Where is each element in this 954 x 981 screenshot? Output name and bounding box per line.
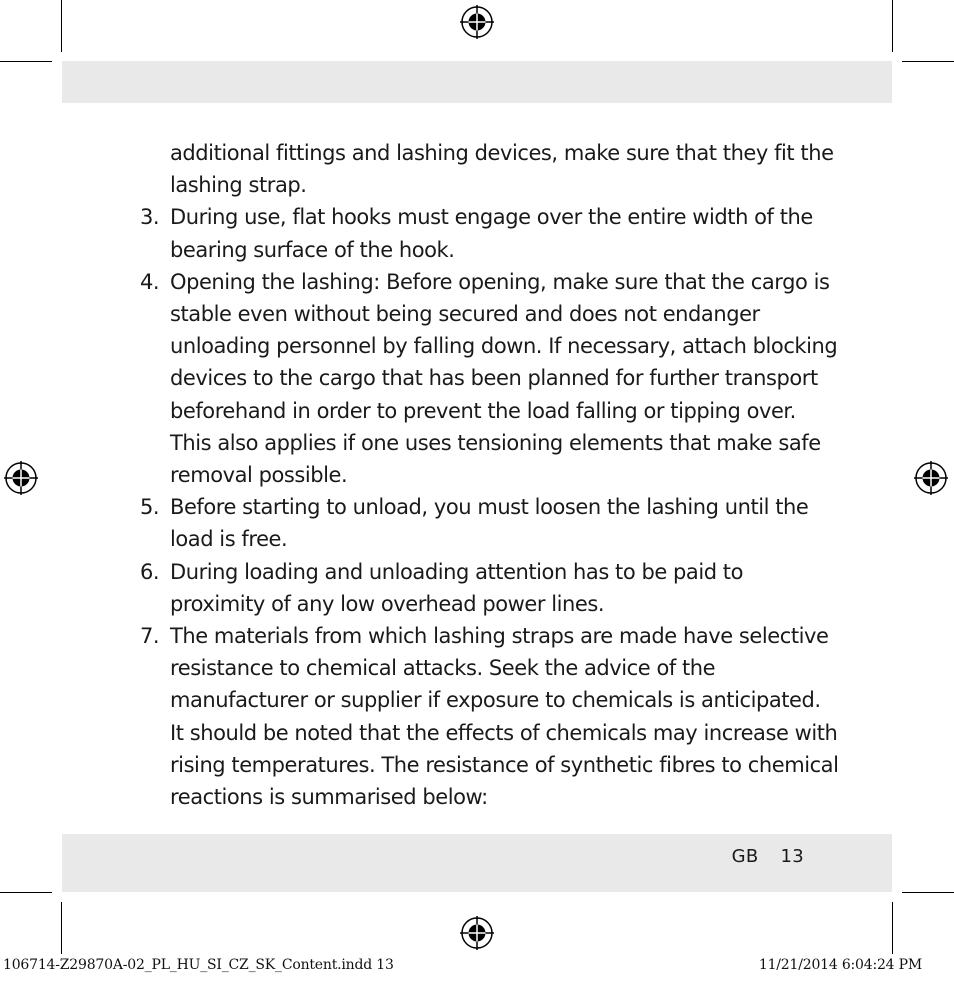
list-item [140,201,840,265]
list-item-number: 6. [140,559,160,584]
print-slug-file: 106714-Z29870A-02_PL_HU_SI_CZ_SK_Content.indd 13 [3,957,394,973]
instructions-body [140,137,840,813]
language-code: GB [731,846,759,867]
crop-mark-top-right-horizontal [902,61,954,62]
crop-mark-top-left-horizontal [0,61,52,62]
list-item-text: The materials from which lashing straps are made have selective resistance to chemical attacks. Seek the advice of the manufacturer or supplier if exposure to chemicals is anticipated. It should be noted that the effects of chemicals may increase with rising temperatures. The resistance of synthetic fibres to chemical reactions is summarised below: [170,624,839,810]
list-item-number: 3. [140,205,160,230]
registration-mark-icon [460,5,494,39]
registration-mark-icon [914,461,948,495]
continuation-paragraph: additional fittings and lashing devices, make sure that they fit the lashing strap. [170,141,834,198]
registration-mark-icon [4,461,38,495]
crop-mark-bottom-left-vertical [61,902,62,954]
crop-mark-top-right-vertical [892,0,893,52]
list-item-number: 5. [140,495,160,520]
header-band [62,61,892,103]
crop-mark-bottom-right-vertical [892,902,893,954]
list-item-text: During loading and unloading attention has to be paid to proximity of any low overhead power lines. [170,559,743,616]
list-item [140,266,840,491]
page-footer [732,846,804,867]
list-item-text: Before starting to unload, you must loosen the lashing until the load is free. [170,495,809,552]
registration-mark-icon [460,916,494,950]
list-item [140,491,840,555]
print-slug-datetime: 11/21/2014 6:04:24 PM [758,957,922,973]
list-item-text: During use, flat hooks must engage over the entire width of the bearing surface of the hook. [170,205,813,262]
list-item-number: 4. [140,269,160,294]
list-item [140,620,840,813]
list-item-text: Opening the lashing: Before opening, make sure that the cargo is stable even without being secured and does not endanger unloading personnel by falling down. If necessary, attach blocking devices to the cargo that has been planned for further transport beforehand in order to prevent the load falling or tipping over. This also applies if one uses tensioning elements that make safe removal possible. [170,269,838,488]
crop-mark-top-left-vertical [61,0,62,52]
crop-mark-bottom-left-horizontal [0,892,52,893]
list-item [140,556,840,620]
crop-mark-bottom-right-horizontal [902,892,954,893]
list-item-number: 7. [140,624,160,649]
page-number: 13 [780,846,804,867]
